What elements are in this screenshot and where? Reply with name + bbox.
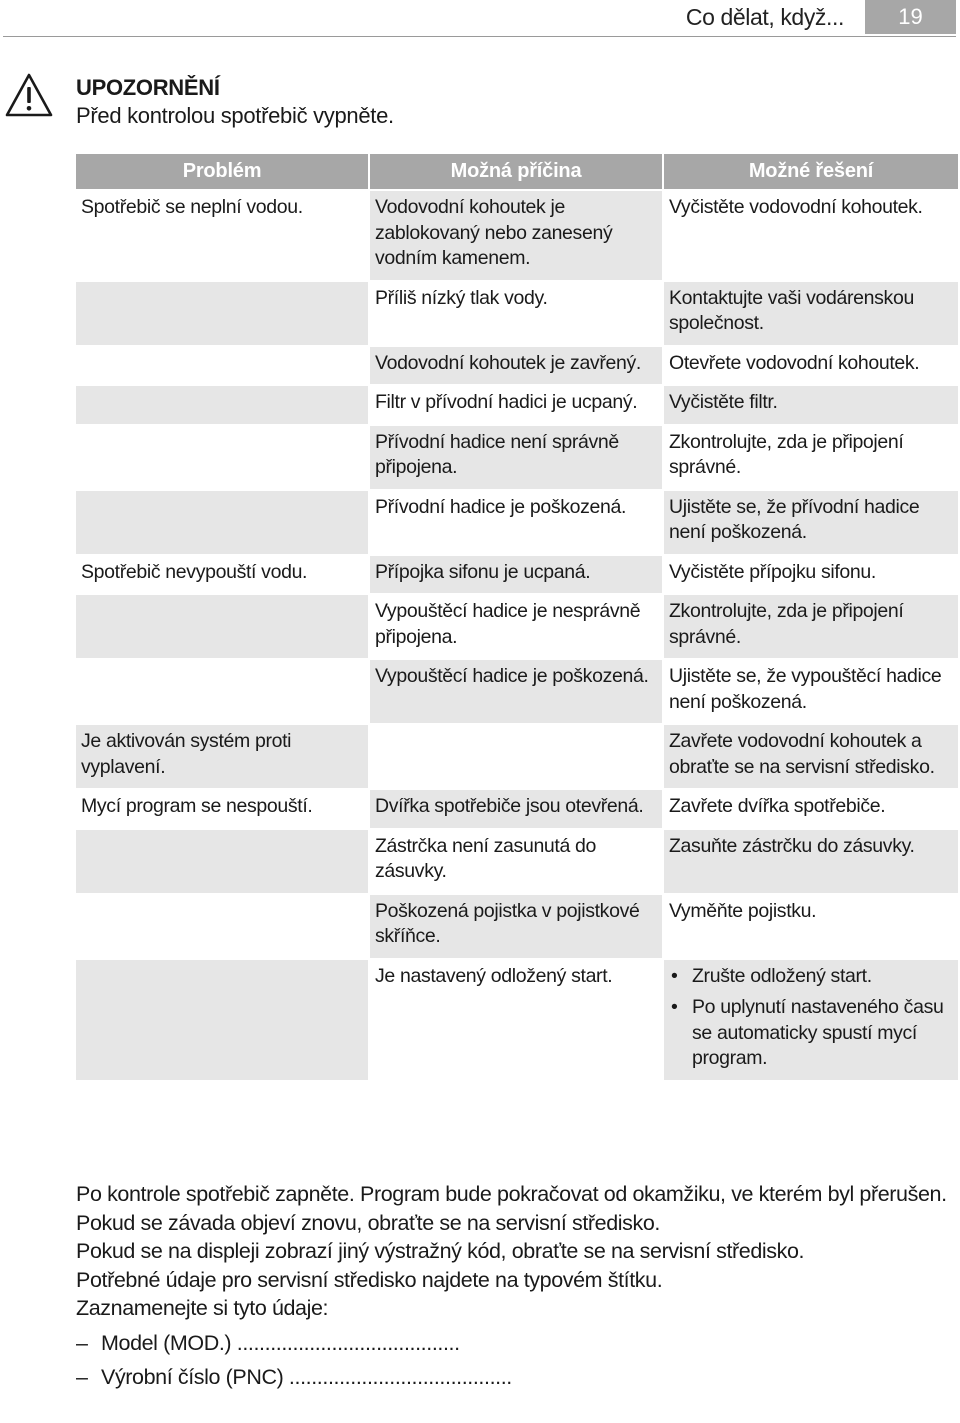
cause-cell: Vypouštěcí hadice je poškozená. [370,658,664,723]
warning-triangle-icon [4,72,54,118]
table-row [76,828,958,893]
problem-cell [76,893,370,958]
page-number-badge: 19 [865,0,956,34]
problem-cell [76,489,370,554]
solution-cell: Otevřete vodovodní kohoutek. [664,345,958,385]
after-check-section [76,1180,956,1392]
problem-cell [76,593,370,658]
table-row [76,554,958,594]
solution-cell: Zasuňte zástrčku do zásuvky. [664,828,958,893]
cause-cell: Poškozená pojistka v pojistkové skříňce. [370,893,664,958]
cause-cell: Vodovodní kohoutek je zablokovaný nebo zanesený vodním kamenem. [370,189,664,280]
problem-cell [76,658,370,723]
table-row [76,345,958,385]
table-row [76,189,958,280]
solution-cell: Vyměňte pojistku. [664,893,958,958]
problem-cell [76,280,370,345]
cause-cell: Přípojka sifonu je ucpaná. [370,554,664,594]
problem-cell: Spotřebič se neplní vodou. [76,189,370,280]
table-row [76,489,958,554]
chapter-title: Co dělat, když... [685,4,844,30]
problem-cell [76,384,370,424]
pnc-field: Výrobní číslo (PNC) ........................................ [101,1365,512,1389]
solution-cell: Vyčistěte filtr. [664,384,958,424]
warning-title: UPOZORNĚNÍ [76,75,220,100]
paragraph: Pokud se na displeji zobrazí jiný výstražný kód, obraťte se na servisní středisko. [76,1239,805,1263]
column-header-problem: Problém [76,154,370,189]
cause-cell: Je nastavený odložený start. [370,958,664,1080]
page-header [0,0,960,38]
table-row [76,384,958,424]
solution-cell: Zkontrolujte, zda je připojení správné. [664,424,958,489]
cause-cell: Příliš nízký tlak vody. [370,280,664,345]
cause-cell: Filtr v přívodní hadici je ucpaný. [370,384,664,424]
table-row [76,723,958,788]
solution-cell: Zkontrolujte, zda je připojení správné. [664,593,958,658]
dash-marker: – [76,1330,88,1355]
table-row [76,280,958,345]
model-field: Model (MOD.) ........................................ [101,1330,460,1355]
table-row [76,658,958,723]
solution-cell: Ujistěte se, že přívodní hadice není poškozená. [664,489,958,554]
problem-cell: Mycí program se nespouští. [76,788,370,828]
problem-cell: Spotřebič nevypouští vodu. [76,554,370,594]
troubleshooting-table [76,154,958,1080]
cause-cell: Dvířka spotřebiče jsou otevřená. [370,788,664,828]
dash-marker: – [76,1365,88,1389]
cause-cell: Vypouštěcí hadice je nesprávně připojena. [370,593,664,658]
solution-cell: Vyčistěte přípojku sifonu. [664,554,958,594]
warning-block [0,62,960,142]
problem-cell [76,424,370,489]
paragraph: Zaznamenejte si tyto údaje: [76,1296,329,1320]
paragraph: Pokud se závada objeví znovu, obraťte se na servisní středisko. [76,1210,661,1235]
table-row [76,958,958,1080]
solution-cell [664,958,958,1080]
solution-cell: Kontaktujte vaši vodárenskou společnost. [664,280,958,345]
problem-cell: Je aktivován systém proti vyplavení. [76,723,370,788]
cause-cell: Přívodní hadice není správně připojena. [370,424,664,489]
table-row [76,788,958,828]
problem-cell [76,958,370,1080]
solution-cell: Vyčistěte vodovodní kohoutek. [664,189,958,280]
model-line [76,1329,956,1358]
column-header-cause: Možná příčina [370,154,664,189]
pnc-line [76,1363,956,1392]
paragraph: Potřebné údaje pro servisní středisko najdete na typovém štítku. [76,1267,663,1292]
table-row [76,593,958,658]
table-row [76,893,958,958]
solution-bullet-list [669,964,952,1072]
paragraph: Po kontrole spotřebič zapněte. Program bude pokračovat od okamžiku, ve kterém byl přerušen. [76,1182,947,1206]
problem-cell [76,828,370,893]
cause-cell [370,723,664,788]
solution-cell: Ujistěte se, že vypouštěcí hadice není poškozená. [664,658,958,723]
header-divider [3,36,956,37]
table-header-row [76,154,958,189]
solution-cell: Zavřete vodovodní kohoutek a obraťte se na servisní středisko. [664,723,958,788]
list-item: • Po uplynutí nastaveného času se automaticky spustí mycí program. [669,995,952,1072]
cause-cell: Zástrčka není zasunutá do zásuvky. [370,828,664,893]
table-row [76,424,958,489]
list-item: • Zrušte odložený start. [669,964,952,990]
cause-cell: Přívodní hadice je poškozená. [370,489,664,554]
warning-text: Před kontrolou spotřebič vypněte. [76,103,394,128]
column-header-solution: Možné řešení [664,154,958,189]
solution-cell: Zavřete dvířka spotřebiče. [664,788,958,828]
problem-cell [76,345,370,385]
cause-cell: Vodovodní kohoutek je zavřený. [370,345,664,385]
